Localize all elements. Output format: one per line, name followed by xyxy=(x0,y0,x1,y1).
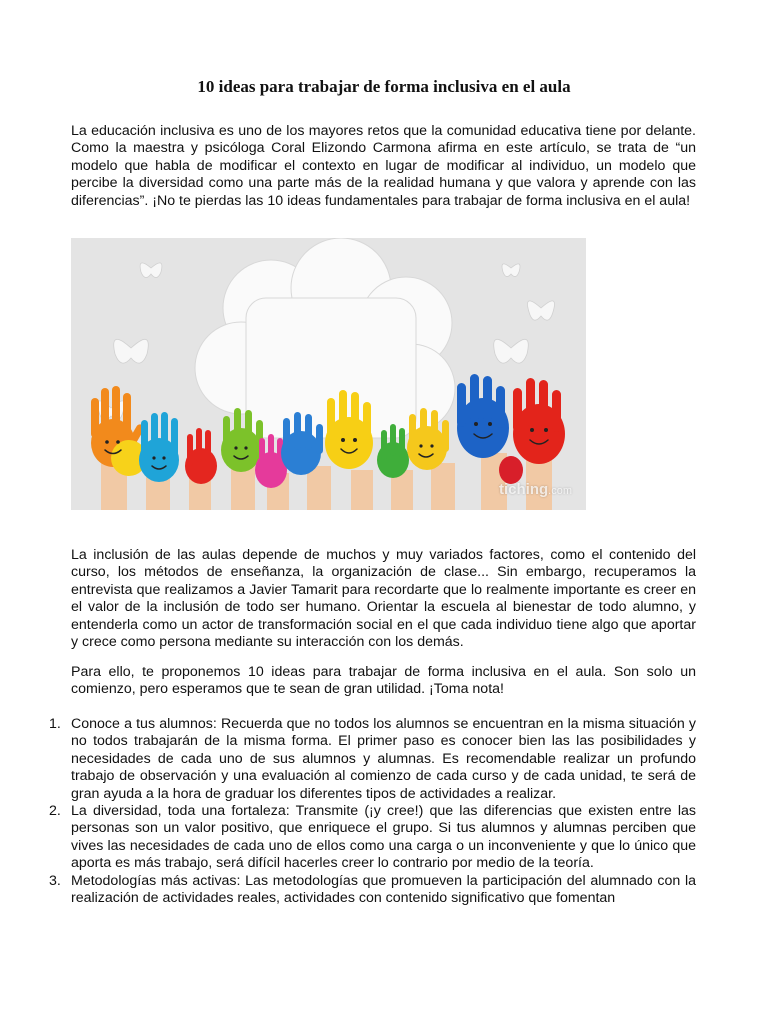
list-item-number: 2. xyxy=(49,803,61,820)
list-item-text: Metodologías más activas: Las metodologías que promueven la participación del alumnado con la realización de actividades reales, actividades con contenido significativo que fomentan xyxy=(71,872,696,907)
document-title: 10 ideas para trabajar de forma inclusiva en el aula xyxy=(197,77,571,96)
paragraph-inclusion: La inclusión de las aulas depende de muchos y muy variados factores, como el contenido del curso, los métodos de enseñanza, la organización de clase... Sin embargo, recuperamos la entrevista que realizamos a Javier Tamarit para recordarte que lo realmente importante es creer en el valor de la inclusión de todo ser humano. Orientar la escuela al bienestar de todo alumno, y entenderla como un actor de transformación social en el que cada individuo tiene algo que aportar y crece como persona mediante su interacción con los demás. xyxy=(71,547,696,651)
list-item-number: 1. xyxy=(49,716,61,732)
list-item xyxy=(0,873,696,908)
list-item-text: La diversidad, toda una fortaleza: Transmite (¡y cree!) que las diferencias que existen entre las personas son un valor positivo, que enriquece el grupo. Si tus alumnos y alumnas perciben que vives las necesidades de cada uno de ellos como una carga o un inconveniente y que lo único que aporta es más trabajo, será difícil hacerles creer lo contrario por medio de la teoría. xyxy=(71,803,696,872)
hands-illustration xyxy=(71,238,586,510)
watermark-logo: tiching.com xyxy=(498,481,572,498)
paragraph-proposal: Para ello, te proponemos 10 ideas para trabajar de forma inclusiva en el aula. Son solo un comienzo, pero esperamos que te sean de gran utilidad. ¡Toma nota! xyxy=(71,664,696,698)
list-item-number: 3. xyxy=(49,872,61,889)
intro-paragraph: La educación inclusiva es uno de los mayores retos que la comunidad educativa tiene por delante. Como la maestra y psicóloga Coral Elizondo Carmona afirma en este artículo, se trata de “un modelo que habla de modificar el contexto en lugar de modificar al individuo, un modelo que percibe la diversidad como una parte más de la realidad humana y que valora y aprende con las diferencias”. ¡No te pierdas las 10 ideas fundamentales para trabajar de forma inclusiva en el aula! xyxy=(71,123,696,209)
hero-image-painted-hands xyxy=(71,238,586,510)
list-item-text: Conoce a tus alumnos: Recuerda que no todos los alumnos se encuentran en la misma situación y no todos trabajarán de la misma forma. El primer paso es conocer bien las las posibilidades y necesidades de cada uno de sus alumnos y alumnas. Es recomendable realizar un profundo trabajo de observación y una evaluación al comienzo de cada curso y de cada unidad, te será de gran ayuda a la hora de graduar los diferentes tipos de actividades a realizar. xyxy=(71,716,696,802)
list-item xyxy=(0,716,696,803)
list-item xyxy=(0,803,696,873)
ideas-list xyxy=(0,716,700,907)
